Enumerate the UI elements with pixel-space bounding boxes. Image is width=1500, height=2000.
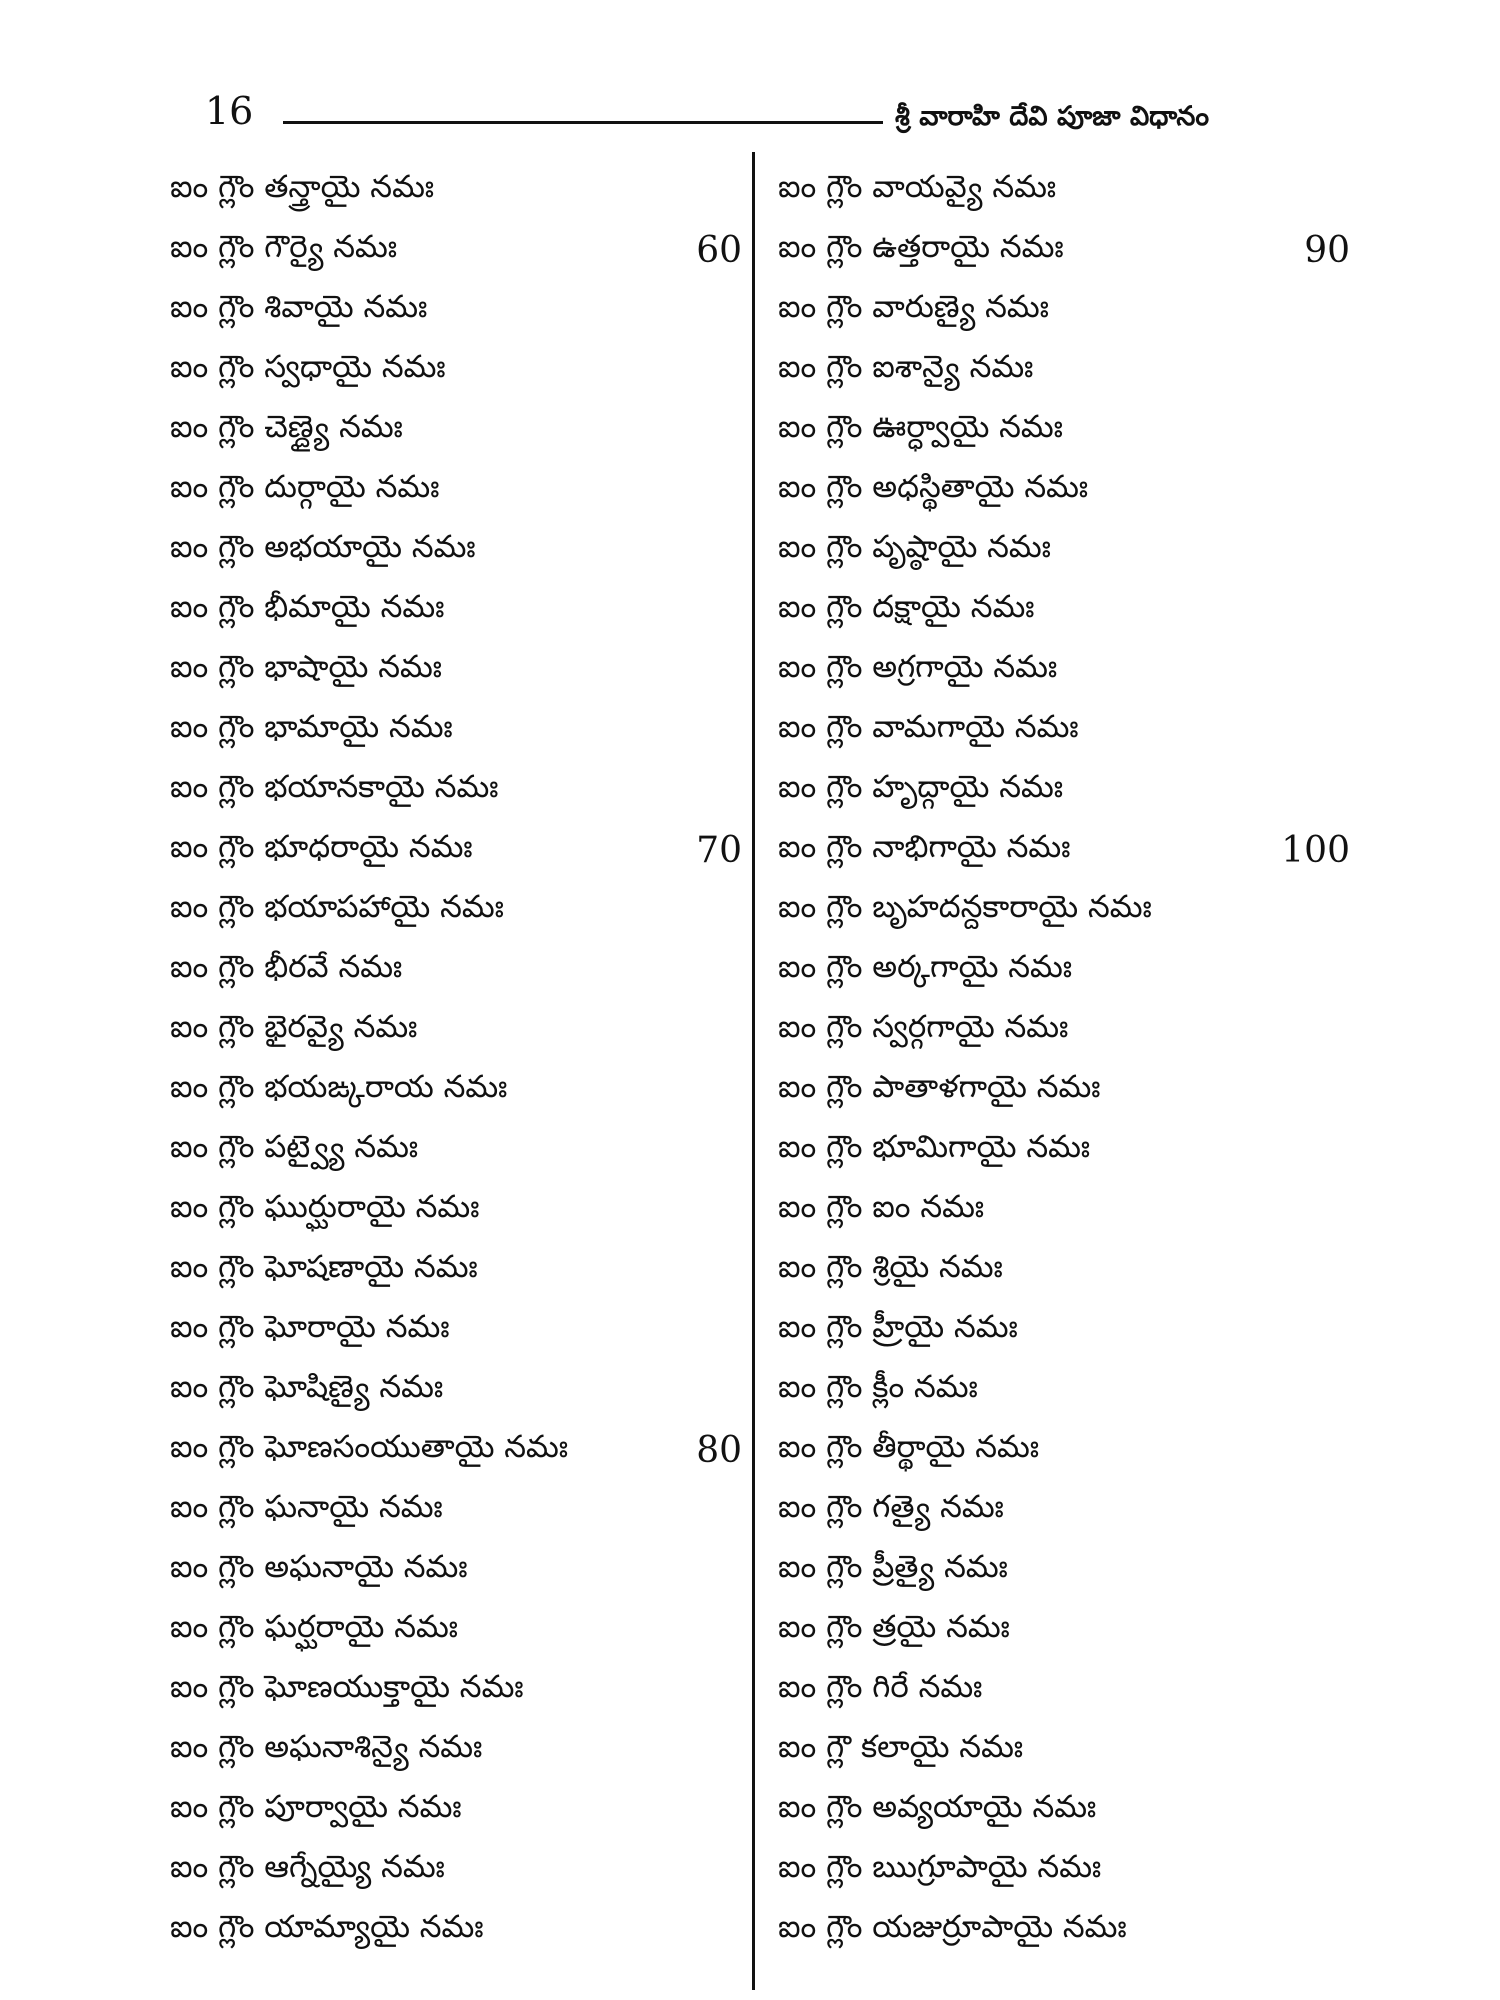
mantra-text: ఐం గ్లౌం ఘోణయుక్తాయై నమః	[170, 1668, 524, 1705]
right-column	[778, 160, 1358, 1960]
mantra-text: ఐం గ్లౌం చెణ్ద్యై నమః	[170, 408, 403, 445]
mantra-line	[778, 820, 1358, 880]
mantra-line	[778, 760, 1358, 820]
mantra-line	[778, 1720, 1358, 1780]
mantra-text: ఐం గ్లౌం గౌర్యై నమః	[170, 228, 398, 265]
mantra-text: ఐం గ్లౌం గత్యై నమః	[778, 1488, 1004, 1525]
mantra-text: ఐం గ్లౌం శివాయై నమః	[170, 288, 428, 325]
mantra-text: ఐం గ్లౌం భయానకాయై నమః	[170, 768, 499, 805]
mantra-text: ఐం గ్లౌం బృహదన్దకారాయై నమః	[778, 888, 1152, 925]
mantra-line	[778, 580, 1358, 640]
mantra-line	[778, 340, 1358, 400]
mantra-line	[170, 640, 750, 700]
mantra-text: ఐం గ్లౌం ఉత్తరాయై నమః	[778, 228, 1064, 265]
mantra-text: ఐం గ్లౌం త్రయై నమః	[778, 1608, 1010, 1645]
mantra-text: ఐం గ్లౌం ఆగ్నేయ్యై నమః	[170, 1848, 445, 1885]
mantra-line	[778, 1840, 1358, 1900]
mantra-line	[170, 1900, 750, 1960]
mantra-line	[778, 1180, 1358, 1240]
verse-number: 60	[696, 229, 742, 271]
mantra-line	[170, 220, 750, 280]
mantra-line	[170, 1180, 750, 1240]
mantra-text: ఐం గ్లౌం ఘనాయై నమః	[170, 1488, 443, 1525]
mantra-line	[778, 1900, 1358, 1960]
mantra-text: ఐం గ్లౌం అఘనాశిన్యై నమః	[170, 1728, 483, 1765]
verse-number: 100	[1281, 829, 1350, 871]
mantra-text: ఐం గ్లౌం భయఙ్కరాయ నమః	[170, 1068, 508, 1105]
mantra-line	[170, 1420, 750, 1480]
mantra-line	[778, 880, 1358, 940]
column-divider	[752, 152, 755, 1990]
mantra-line	[170, 1660, 750, 1720]
mantra-text: ఐం గ్లౌం ఘోషిణ్యై నమః	[170, 1368, 444, 1405]
mantra-text: ఐం గ్లౌం భూధరాయై నమః	[170, 828, 473, 865]
mantra-line	[778, 220, 1358, 280]
mantra-text: ఐం గ్లౌం భైరవ్యై నమః	[170, 1008, 418, 1045]
mantra-text: ఐం గ్లౌం దక్షాయై నమః	[778, 588, 1035, 625]
header-rule	[283, 121, 883, 124]
mantra-line	[778, 460, 1358, 520]
mantra-line	[778, 520, 1358, 580]
mantra-text: ఐం గ్లౌం హ్రీయై నమః	[778, 1308, 1018, 1345]
mantra-text: ఐం గ్లౌం శ్రియై నమః	[778, 1248, 1003, 1285]
mantra-line	[778, 160, 1358, 220]
mantra-text: ఐం గ్లౌం ఋగ్రూపాయై నమః	[778, 1848, 1102, 1885]
mantra-line	[778, 1120, 1358, 1180]
mantra-text: ఐం గ్లౌం భూమిగాయై నమః	[778, 1128, 1091, 1165]
mantra-line	[170, 280, 750, 340]
mantra-text: ఐం గ్లౌం ఊర్ధ్వాయై నమః	[778, 408, 1063, 445]
mantra-text: ఐం గ్లౌం ఐం నమః	[778, 1188, 985, 1225]
left-column	[170, 160, 750, 1960]
mantra-line	[778, 1600, 1358, 1660]
mantra-text: ఐం గ్లౌం స్వధాయై నమః	[170, 348, 446, 385]
mantra-line	[170, 760, 750, 820]
mantra-text: ఐం గ్లౌం వామగాయై నమః	[778, 708, 1079, 745]
running-title: శ్రీ వారాహి దేవి పూజా విధానం	[895, 101, 1210, 132]
mantra-line	[170, 1240, 750, 1300]
mantra-line	[778, 1060, 1358, 1120]
mantra-line	[778, 940, 1358, 1000]
mantra-line	[170, 820, 750, 880]
verse-number: 70	[696, 829, 742, 871]
mantra-line	[778, 700, 1358, 760]
mantra-text: ఐం గ్లౌం ప్రీత్యై నమః	[778, 1548, 1008, 1585]
mantra-text: ఐం గ్లౌం ఘుర్ఘురాయై నమః	[170, 1188, 480, 1225]
mantra-line	[170, 1000, 750, 1060]
mantra-line	[778, 1300, 1358, 1360]
mantra-line	[778, 1240, 1358, 1300]
mantra-line	[778, 1000, 1358, 1060]
mantra-line	[170, 1720, 750, 1780]
verse-number: 80	[696, 1429, 742, 1471]
mantra-line	[170, 1780, 750, 1840]
mantra-text: ఐం గ్లౌం అవ్యయాయై నమః	[778, 1788, 1097, 1825]
page-number: 16	[205, 89, 254, 133]
mantra-text: ఐం గ్లౌం పట్వ్యై నమః	[170, 1128, 419, 1165]
mantra-text: ఐం గ్లౌం భీమాయై నమః	[170, 588, 445, 625]
mantra-line	[778, 1540, 1358, 1600]
mantra-text: ఐం గ్లౌం ఘోరాయై నమః	[170, 1308, 450, 1345]
mantra-text: ఐం గ్లౌం వారుణ్యై నమః	[778, 288, 1049, 325]
mantra-text: ఐం గ్లౌం అభయాయై నమః	[170, 528, 476, 565]
mantra-text: ఐం గ్లౌం తన్త్రాయై నమః	[170, 168, 435, 205]
mantra-line	[170, 400, 750, 460]
mantra-text: ఐం గ్లౌం పృష్ఠాయై నమః	[778, 528, 1051, 565]
mantra-text: ఐం గ్లౌం యజుర్రూపాయై నమః	[778, 1908, 1127, 1945]
mantra-text: ఐం గ్లౌ కలాయై నమః	[778, 1728, 1024, 1765]
mantra-line	[170, 520, 750, 580]
mantra-text: ఐం గ్లౌం భీరవే నమః	[170, 948, 403, 985]
mantra-line	[170, 700, 750, 760]
mantra-text: ఐం గ్లౌం భామాయై నమః	[170, 708, 453, 745]
mantra-line	[778, 1780, 1358, 1840]
mantra-line	[170, 160, 750, 220]
mantra-text: ఐం గ్లౌం క్లీం నమః	[778, 1368, 978, 1405]
mantra-line	[170, 1060, 750, 1120]
mantra-line	[170, 880, 750, 940]
mantra-text: ఐం గ్లౌం ఘర్ఘరాయై నమః	[170, 1608, 458, 1645]
mantra-line	[170, 940, 750, 1000]
mantra-text: ఐం గ్లౌం అఘనాయై నమః	[170, 1548, 468, 1585]
mantra-line	[170, 1840, 750, 1900]
mantra-line	[170, 1120, 750, 1180]
mantra-text: ఐం గ్లౌం భాషాయై నమః	[170, 648, 442, 685]
mantra-text: ఐం గ్లౌం తీర్థాయై నమః	[778, 1428, 1040, 1465]
mantra-text: ఐం గ్లౌం యామ్యాయై నమః	[170, 1908, 484, 1945]
mantra-text: ఐం గ్లౌం నాభిగాయై నమః	[778, 828, 1071, 865]
mantra-text: ఐం గ్లౌం వాయవ్యై నమః	[778, 168, 1057, 205]
mantra-text: ఐం గ్లౌం దుర్గాయై నమః	[170, 468, 440, 505]
mantra-line	[778, 1480, 1358, 1540]
mantra-text: ఐం గ్లౌం అర్కగాయై నమః	[778, 948, 1073, 985]
mantra-line	[778, 400, 1358, 460]
mantra-line	[170, 1300, 750, 1360]
mantra-text: ఐం గ్లౌం గిరే నమః	[778, 1668, 983, 1705]
mantra-text: ఐం గ్లౌం అధస్థితాయై నమః	[778, 468, 1089, 505]
mantra-text: ఐం గ్లౌం హృద్గాయై నమః	[778, 768, 1064, 805]
mantra-line	[170, 580, 750, 640]
mantra-text: ఐం గ్లౌం స్వర్గగాయై నమః	[778, 1008, 1069, 1045]
mantra-line	[778, 1360, 1358, 1420]
mantra-line	[778, 640, 1358, 700]
mantra-line	[170, 1480, 750, 1540]
mantra-text: ఐం గ్లౌం భయాపహాయై నమః	[170, 888, 504, 925]
mantra-line	[170, 460, 750, 520]
verse-number: 90	[1304, 229, 1350, 271]
mantra-line	[778, 280, 1358, 340]
mantra-text: ఐం గ్లౌం అగ్రగాయై నమః	[778, 648, 1058, 685]
mantra-text: ఐం గ్లౌం ఘోషణాయై నమః	[170, 1248, 478, 1285]
mantra-line	[170, 1600, 750, 1660]
mantra-text: ఐం గ్లౌం పాతాళగాయై నమః	[778, 1068, 1101, 1105]
mantra-line	[778, 1660, 1358, 1720]
mantra-line	[170, 340, 750, 400]
mantra-text: ఐం గ్లౌం ఘోణసంయుతాయై నమః	[170, 1428, 569, 1465]
mantra-line	[170, 1540, 750, 1600]
mantra-text: ఐం గ్లౌం ఐశాన్యై నమః	[778, 348, 1034, 385]
mantra-line	[170, 1360, 750, 1420]
mantra-text: ఐం గ్లౌం పూర్వాయై నమః	[170, 1788, 462, 1825]
mantra-line	[778, 1420, 1358, 1480]
